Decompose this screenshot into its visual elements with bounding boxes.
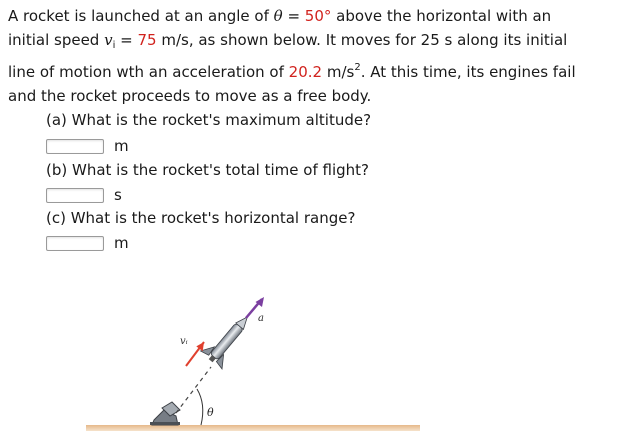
problem-line-3: [8, 60, 614, 84]
speed-value: 75: [137, 31, 157, 49]
rocket-diagram: [80, 292, 430, 438]
text-segment: and the rocket proceeds to move as a free body.: [8, 87, 372, 105]
acceleration-value: 20.2: [288, 63, 323, 81]
answer-row-b: [46, 186, 122, 204]
answer-row-a: [46, 137, 129, 155]
unit-label-c: m: [114, 234, 129, 252]
problem-statement: [8, 4, 614, 108]
unit-label-b: s: [114, 186, 122, 204]
velocity-symbol: v: [104, 31, 113, 49]
theta-symbol: θ: [273, 7, 283, 25]
question-a-label: (a) What is the rocket's maximum altitude?: [46, 111, 372, 129]
velocity-subscript: i: [112, 40, 116, 51]
launch-direction-line: [176, 367, 211, 413]
question-c-label: (c) What is the rocket's horizontal range?: [46, 209, 356, 227]
problem-line-1: [8, 4, 614, 28]
answer-a-input[interactable]: [46, 139, 104, 154]
angle-value: 50°: [304, 7, 332, 25]
text-segment: =: [115, 31, 138, 49]
launch-pad-icon: [150, 402, 180, 425]
text-segment: . At this time, its engines fail: [360, 63, 576, 81]
text-segment: =: [282, 7, 305, 25]
question-b-label: (b) What is the rocket's total time of flight?: [46, 161, 369, 179]
vi-label: vᵢ: [180, 336, 188, 347]
a-label: a: [258, 313, 264, 324]
ground-line: [86, 425, 420, 431]
answer-row-c: [46, 234, 129, 252]
unit-label-a: m: [114, 137, 129, 155]
velocity-arrow: [186, 342, 204, 366]
text-segment: initial speed: [8, 31, 105, 49]
rocket-icon: [200, 308, 258, 370]
text-segment: m/s: [322, 63, 355, 81]
unit-exponent: 2: [354, 62, 361, 73]
answer-b-input[interactable]: [46, 188, 104, 203]
answer-c-input[interactable]: [46, 236, 104, 251]
text-segment: A rocket is launched at an angle of: [8, 7, 274, 25]
problem-line-4: [8, 84, 614, 108]
text-segment: above the horizontal with an: [331, 7, 552, 25]
theta-label: θ: [207, 406, 214, 419]
text-segment: line of motion wth an acceleration of: [8, 63, 289, 81]
rocket-diagram-svg: [80, 292, 430, 438]
problem-line-2: [8, 28, 614, 52]
angle-arc: [197, 389, 203, 425]
text-segment: m/s, as shown below. It moves for 25 s along its initial: [156, 31, 568, 49]
